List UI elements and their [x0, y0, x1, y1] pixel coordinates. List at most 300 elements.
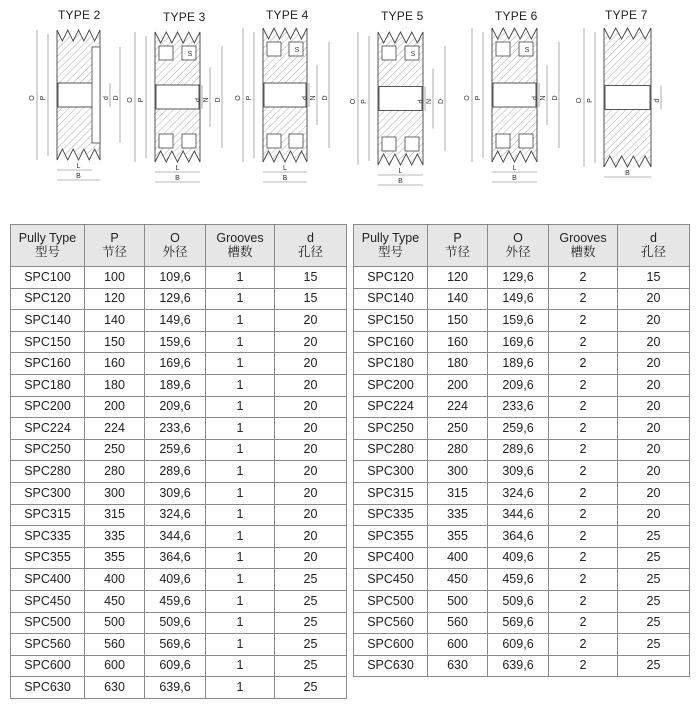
cell-grooves: 2 [549, 547, 618, 569]
cell-bore: 20 [618, 288, 690, 310]
table-row [11, 374, 347, 396]
cell-outer: 309,6 [145, 482, 206, 504]
cell-outer: 233,6 [488, 396, 549, 418]
table-row [11, 418, 347, 440]
cell-pitch: 355 [85, 547, 145, 569]
cell-grooves: 2 [549, 569, 618, 591]
cell-bore: 20 [618, 331, 690, 353]
table-row [354, 547, 690, 569]
cell-pitch: 600 [428, 634, 488, 656]
table-row [11, 439, 347, 461]
table-row [354, 655, 690, 677]
recess [159, 46, 173, 60]
cell-grooves: 2 [549, 267, 618, 289]
cell-type: SPC630 [354, 655, 428, 677]
cell-type: SPC400 [11, 569, 85, 591]
cell-outer: 233,6 [145, 418, 206, 440]
cell-pitch: 150 [85, 331, 145, 353]
cell-outer: 344,6 [145, 526, 206, 548]
cell-type: SPC355 [354, 526, 428, 548]
cell-bore: 20 [275, 353, 347, 375]
cell-outer: 409,6 [488, 547, 549, 569]
cell-grooves: 2 [549, 288, 618, 310]
dimension-label: S [187, 51, 193, 58]
cell-type: SPC630 [11, 677, 85, 699]
dimension-label: P [138, 97, 145, 103]
cell-outer: 309,6 [488, 461, 549, 483]
cell-type: SPC140 [11, 310, 85, 332]
dimension-label: d [654, 98, 661, 103]
dimension-label: P [40, 95, 47, 101]
diagram-title: TYPE 2 [58, 8, 101, 22]
cell-pitch: 400 [85, 569, 145, 591]
cell-pitch: 200 [85, 396, 145, 418]
cell-type: SPC280 [354, 439, 428, 461]
bore [493, 83, 536, 107]
cell-bore: 20 [275, 461, 347, 483]
dimension-label: P [361, 99, 368, 104]
cell-grooves: 2 [549, 396, 618, 418]
cell-pitch: 315 [85, 504, 145, 526]
cell-pitch: 450 [85, 590, 145, 612]
cell-bore: 20 [275, 396, 347, 418]
cell-grooves: 2 [549, 418, 618, 440]
table-row [11, 353, 347, 375]
cell-outer: 129,6 [488, 267, 549, 289]
table-row [11, 612, 347, 634]
dimension-label: B [175, 175, 180, 182]
header-pully-type: Pully Type 型号 [354, 225, 428, 267]
table-row [11, 267, 347, 289]
dimension-label: O [235, 95, 242, 101]
cell-type: SPC500 [11, 612, 85, 634]
cell-grooves: 2 [549, 590, 618, 612]
cell-outer: 189,6 [145, 374, 206, 396]
cell-grooves: 1 [206, 590, 275, 612]
table-row [354, 569, 690, 591]
header-pitch: P 节径 [428, 225, 488, 267]
cell-type: SPC250 [11, 439, 85, 461]
dimension-label: O [350, 98, 357, 105]
dimension-label: N [540, 95, 547, 101]
cell-pitch: 300 [428, 461, 488, 483]
cell-pitch: 630 [428, 655, 488, 677]
cell-pitch: 315 [428, 482, 488, 504]
cell-bore: 20 [618, 310, 690, 332]
cell-pitch: 160 [85, 353, 145, 375]
cell-type: SPC160 [354, 331, 428, 353]
cell-outer: 509,6 [488, 590, 549, 612]
table-row [354, 461, 690, 483]
cell-type: SPC335 [11, 526, 85, 548]
cell-bore: 20 [275, 310, 347, 332]
recess [496, 42, 510, 56]
cell-type: SPC150 [11, 331, 85, 353]
cell-pitch: 180 [428, 353, 488, 375]
cell-type: SPC120 [354, 267, 428, 289]
table-row [11, 590, 347, 612]
cell-outer: 209,6 [488, 374, 549, 396]
cell-grooves: 2 [549, 655, 618, 677]
dimension-label: N [203, 97, 210, 103]
dimension-label: S [294, 47, 300, 54]
dimension-label: O [29, 95, 36, 101]
dimension-label: B [398, 178, 403, 185]
cell-grooves: 1 [206, 331, 275, 353]
dimension-label: d [418, 99, 425, 104]
dimension-label: S [524, 47, 530, 54]
dimension-label: d [195, 98, 202, 102]
cell-bore: 25 [275, 677, 347, 699]
cell-pitch: 100 [85, 267, 145, 289]
cell-pitch: 120 [428, 267, 488, 289]
header-pully-type: Pully Type 型号 [11, 225, 85, 267]
cell-outer: 259,6 [145, 439, 206, 461]
cell-pitch: 600 [85, 655, 145, 677]
table-row [354, 288, 690, 310]
cell-bore: 20 [275, 418, 347, 440]
recess [405, 137, 419, 151]
cell-outer: 609,6 [488, 634, 549, 656]
cell-outer: 289,6 [488, 439, 549, 461]
cell-bore: 25 [618, 612, 690, 634]
header-grooves: Grooves 槽数 [206, 225, 275, 267]
cell-grooves: 2 [549, 461, 618, 483]
cell-grooves: 1 [206, 439, 275, 461]
table-row [11, 504, 347, 526]
dimension-label: L [283, 165, 287, 172]
cell-pitch: 140 [428, 288, 488, 310]
bore [156, 85, 199, 109]
dimension-label: d [302, 96, 309, 100]
spec-table-single-groove [10, 224, 347, 699]
cell-grooves: 1 [206, 634, 275, 656]
cell-grooves: 2 [549, 612, 618, 634]
cell-bore: 25 [275, 655, 347, 677]
dimension-label: L [175, 165, 180, 172]
cell-grooves: 2 [549, 374, 618, 396]
table-row [354, 504, 690, 526]
table-row [11, 482, 347, 504]
table-row [11, 331, 347, 353]
cell-grooves: 1 [206, 547, 275, 569]
table-row [354, 267, 690, 289]
cell-bore: 20 [618, 396, 690, 418]
cell-bore: 25 [618, 569, 690, 591]
recess [289, 134, 303, 148]
table-row [354, 482, 690, 504]
cell-type: SPC224 [11, 418, 85, 440]
cell-bore: 25 [275, 590, 347, 612]
cell-type: SPC120 [11, 288, 85, 310]
cell-type: SPC100 [11, 267, 85, 289]
recess [182, 134, 196, 148]
cell-bore: 25 [618, 547, 690, 569]
cell-grooves: 2 [549, 482, 618, 504]
cell-outer: 129,6 [145, 288, 206, 310]
cell-pitch: 180 [85, 374, 145, 396]
dimension-label: B [76, 173, 81, 180]
cell-pitch: 140 [85, 310, 145, 332]
cell-pitch: 250 [428, 418, 488, 440]
table-row [11, 547, 347, 569]
cell-grooves: 1 [206, 396, 275, 418]
dimension-label: D [322, 95, 329, 101]
cell-outer: 569,6 [145, 634, 206, 656]
cell-bore: 25 [618, 526, 690, 548]
cell-grooves: 1 [206, 267, 275, 289]
cell-type: SPC150 [354, 310, 428, 332]
cell-pitch: 560 [85, 634, 145, 656]
cell-type: SPC300 [354, 461, 428, 483]
cell-grooves: 1 [206, 482, 275, 504]
cell-grooves: 1 [206, 526, 275, 548]
cell-grooves: 1 [206, 310, 275, 332]
table-row [354, 353, 690, 375]
cell-outer: 149,6 [145, 310, 206, 332]
cell-outer: 364,6 [145, 547, 206, 569]
cell-bore: 15 [275, 267, 347, 289]
cell-outer: 509,6 [145, 612, 206, 634]
pulley-drawings [0, 0, 700, 200]
header-bore: d 孔径 [275, 225, 347, 267]
table-row [11, 310, 347, 332]
cell-grooves: 1 [206, 288, 275, 310]
header-outer: O 外径 [145, 225, 206, 267]
cell-grooves: 2 [549, 439, 618, 461]
recess [382, 46, 396, 60]
header-outer: O 外径 [488, 225, 549, 267]
cell-bore: 20 [275, 482, 347, 504]
cell-outer: 639,6 [488, 655, 549, 677]
cell-bore: 20 [618, 418, 690, 440]
cell-type: SPC224 [354, 396, 428, 418]
cell-type: SPC450 [11, 590, 85, 612]
cell-bore: 20 [618, 353, 690, 375]
cell-outer: 364,6 [488, 526, 549, 548]
diagram-title: TYPE 3 [163, 10, 206, 24]
cell-pitch: 500 [85, 612, 145, 634]
diagram-title: TYPE 5 [381, 9, 424, 23]
cell-bore: 20 [618, 482, 690, 504]
cell-grooves: 1 [206, 569, 275, 591]
header-pitch: P 节径 [85, 225, 145, 267]
cell-type: SPC560 [354, 612, 428, 634]
table-row [11, 461, 347, 483]
table-row [11, 288, 347, 310]
cell-type: SPC250 [354, 418, 428, 440]
cell-bore: 25 [275, 569, 347, 591]
dimension-label: O [576, 97, 583, 104]
cell-grooves: 2 [549, 353, 618, 375]
cell-type: SPC600 [354, 634, 428, 656]
cell-pitch: 200 [428, 374, 488, 396]
bore [264, 83, 306, 107]
cell-type: SPC280 [11, 461, 85, 483]
dimension-label: L [76, 163, 81, 170]
cell-type: SPC300 [11, 482, 85, 504]
table-row [11, 569, 347, 591]
cell-outer: 569,6 [488, 612, 549, 634]
table-header-row [354, 225, 690, 267]
cell-grooves: 1 [206, 374, 275, 396]
cell-bore: 20 [275, 526, 347, 548]
dimension-label: O [464, 95, 471, 101]
bore [379, 87, 422, 111]
hub-recess [92, 47, 100, 143]
cell-outer: 149,6 [488, 288, 549, 310]
cell-outer: 324,6 [488, 482, 549, 504]
cell-grooves: 2 [549, 634, 618, 656]
cell-pitch: 280 [85, 461, 145, 483]
cell-pitch: 450 [428, 569, 488, 591]
cell-pitch: 160 [428, 331, 488, 353]
cell-bore: 15 [275, 288, 347, 310]
cell-grooves: 1 [206, 461, 275, 483]
cell-pitch: 280 [428, 439, 488, 461]
dimension-label: L [398, 168, 403, 175]
cell-type: SPC180 [354, 353, 428, 375]
cell-outer: 639,6 [145, 677, 206, 699]
table-row [11, 396, 347, 418]
cell-bore: 25 [275, 612, 347, 634]
dimension-label: B [625, 170, 630, 177]
cell-bore: 20 [275, 439, 347, 461]
cell-bore: 20 [275, 504, 347, 526]
recess [267, 42, 281, 56]
cell-outer: 324,6 [145, 504, 206, 526]
cell-pitch: 250 [85, 439, 145, 461]
cell-bore: 20 [618, 374, 690, 396]
cell-outer: 289,6 [145, 461, 206, 483]
dimension-label: N [310, 95, 317, 101]
cell-outer: 169,6 [145, 353, 206, 375]
cell-outer: 344,6 [488, 504, 549, 526]
cell-grooves: 2 [549, 504, 618, 526]
cell-bore: 25 [275, 634, 347, 656]
cell-pitch: 150 [428, 310, 488, 332]
cell-bore: 20 [618, 504, 690, 526]
cell-type: SPC335 [354, 504, 428, 526]
cell-type: SPC315 [354, 482, 428, 504]
cell-type: SPC500 [354, 590, 428, 612]
table-row [11, 677, 347, 699]
cell-grooves: 1 [206, 504, 275, 526]
cell-outer: 259,6 [488, 418, 549, 440]
header-grooves: Grooves 槽数 [549, 225, 618, 267]
cell-bore: 20 [618, 461, 690, 483]
cell-bore: 25 [618, 634, 690, 656]
dimension-label: D [215, 97, 222, 103]
cell-outer: 109,6 [145, 267, 206, 289]
diagram-title: TYPE 7 [605, 8, 648, 22]
header-bore: d 孔径 [618, 225, 690, 267]
cell-grooves: 2 [549, 310, 618, 332]
cell-pitch: 224 [85, 418, 145, 440]
dimension-label: P [246, 95, 253, 101]
recess [496, 134, 510, 148]
cell-grooves: 1 [206, 655, 275, 677]
cell-type: SPC200 [354, 374, 428, 396]
cell-pitch: 560 [428, 612, 488, 634]
cell-pitch: 224 [428, 396, 488, 418]
cell-outer: 209,6 [145, 396, 206, 418]
cell-type: SPC560 [11, 634, 85, 656]
dimension-label: P [475, 95, 482, 101]
dimension-label: S [410, 51, 416, 58]
cell-type: SPC200 [11, 396, 85, 418]
cell-bore: 25 [618, 655, 690, 677]
dimension-label: B [512, 175, 517, 182]
dimension-label: d [103, 96, 110, 100]
table-header-row [11, 225, 347, 267]
cell-outer: 159,6 [145, 331, 206, 353]
cell-pitch: 120 [85, 288, 145, 310]
diagram-title: TYPE 6 [495, 9, 538, 23]
cell-outer: 159,6 [488, 310, 549, 332]
cell-pitch: 335 [428, 504, 488, 526]
cell-grooves: 2 [549, 526, 618, 548]
dimension-label: N [426, 98, 433, 105]
table-row [354, 396, 690, 418]
dimension-label: d [532, 96, 539, 100]
cell-pitch: 300 [85, 482, 145, 504]
table-row [11, 634, 347, 656]
dimension-label: O [127, 97, 134, 103]
cell-pitch: 335 [85, 526, 145, 548]
cell-bore: 20 [275, 374, 347, 396]
cell-pitch: 400 [428, 547, 488, 569]
dimension-label: L [512, 165, 517, 172]
cell-pitch: 630 [85, 677, 145, 699]
cell-type: SPC450 [354, 569, 428, 591]
recess [382, 137, 396, 151]
table-row [354, 634, 690, 656]
cell-bore: 20 [618, 439, 690, 461]
cell-grooves: 1 [206, 353, 275, 375]
dimension-label: D [438, 98, 445, 105]
cell-type: SPC400 [354, 547, 428, 569]
dimension-label: D [552, 95, 559, 101]
pulley-diagrams [0, 0, 700, 200]
diagram-title: TYPE 4 [266, 8, 309, 22]
cell-outer: 409,6 [145, 569, 206, 591]
table-row [354, 590, 690, 612]
cell-type: SPC355 [11, 547, 85, 569]
table-row [354, 418, 690, 440]
cell-type: SPC160 [11, 353, 85, 375]
cell-outer: 459,6 [488, 569, 549, 591]
bore [605, 86, 650, 110]
table-row [354, 526, 690, 548]
cell-grooves: 2 [549, 331, 618, 353]
cell-grooves: 1 [206, 677, 275, 699]
cell-outer: 169,6 [488, 331, 549, 353]
recess [267, 134, 281, 148]
cell-type: SPC315 [11, 504, 85, 526]
cell-bore: 15 [618, 267, 690, 289]
table-row [11, 526, 347, 548]
table-row [11, 655, 347, 677]
cell-type: SPC600 [11, 655, 85, 677]
dimension-label: B [282, 175, 288, 182]
cell-outer: 459,6 [145, 590, 206, 612]
recess [159, 134, 173, 148]
recess [519, 134, 533, 148]
cell-outer: 189,6 [488, 353, 549, 375]
table-row [354, 374, 690, 396]
spec-table-double-groove [353, 224, 690, 677]
